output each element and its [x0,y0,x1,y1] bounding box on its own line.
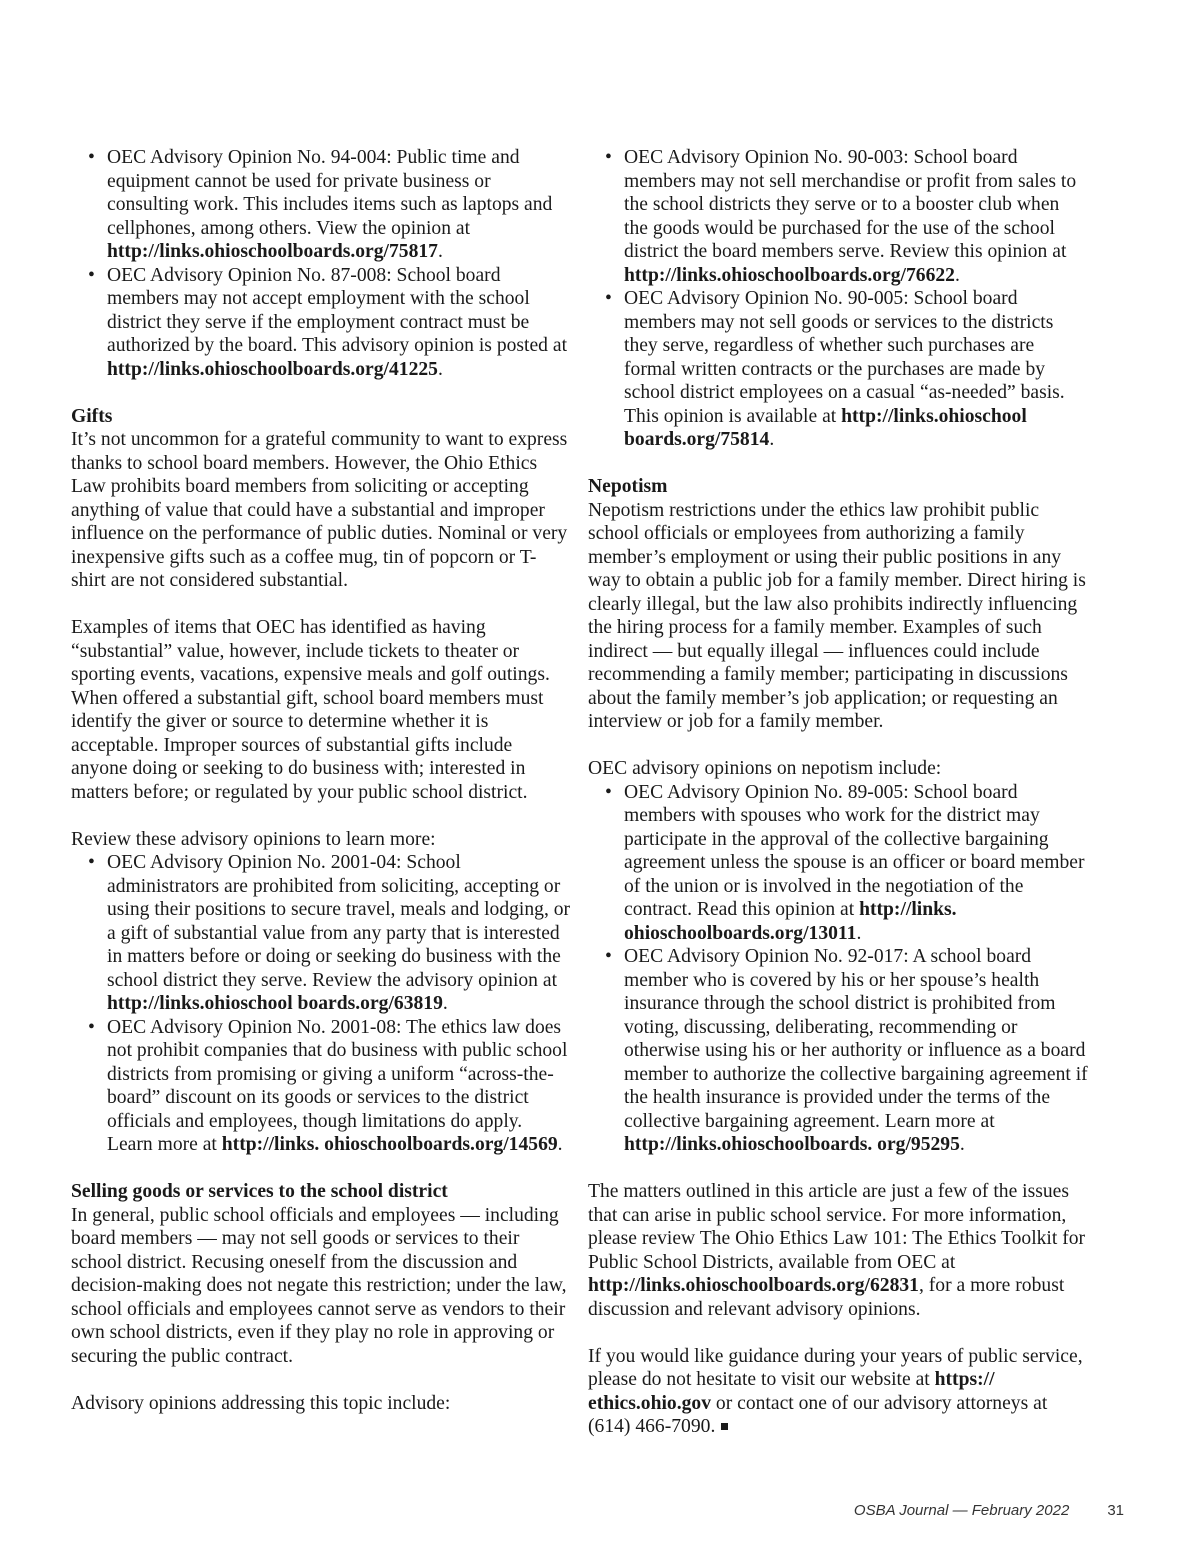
opinions-list-intro [71,146,571,381]
end-of-article-mark [721,1423,728,1430]
right-column [588,146,1088,1439]
gifts-paragraph-1: It’s not uncommon for a grateful community to want to express thanks to school board members. However, the Ohio Ethics Law prohibits board members from soliciting or accepting anything of value that could have a substantial and improper influence on the performance of public duties. Nominal or very inexpensive gifts such as a coffee mug, tin of popcorn or T-shirt are not considered substantial. [71,429,568,591]
nepotism-heading: Nepotism [588,476,668,497]
nepotism-paragraph: Nepotism restrictions under the ethics law prohibit public school officials or employees from authorizing a family member’s employment or using their public positions in any way to obtain a public job for a family member. Direct hiring is clearly illegal, but the law also prohibits indirectly influencing the hiring process for a family member. Examples of such indirect — but equally illegal — influences could include recommending a family member; participating in discussions about the family member’s job application; or requesting an interview or job for a family member. [588,499,1086,732]
gifts-heading: Gifts [71,405,113,427]
closing-paragraph-2: If you would like guidance during your years of public service, please do not hesitate to visit our website at https:// ethics.ohio.gov or contact one of our advisory attorneys at (614) 466-7090. [588,1345,1083,1437]
page-number: 31 [1107,1502,1124,1519]
opinions-list-nepotism [588,781,1088,1157]
opinion-link[interactable]: http://links. ohioschoolboards.org/13011 [624,899,957,944]
review-intro: Review these advisory opinions to learn more: [71,828,436,850]
list-item: • OEC Advisory Opinion No. 89-005: School board members with spouses who work for the district may participate in the approval of the collective bargaining agreement unless the spouse is an officer or board member of the union or is involved in the negotiation of the contract. Read this opinion at http://links. ohioschoolboards.org/13011. [624,781,1088,946]
journal-issue: OSBA Journal — February 2022 [853,1502,1070,1519]
list-item: • OEC Advisory Opinion No. 90-003: School board members may not sell merchandise or profit from sales to the school districts they serve or to a booster club when the goods would be purchased for the use of the school district the board members serve. Review this opinion at http://links.ohioschoolboards.org/76622. [624,146,1088,287]
selling-heading: Selling goods or services to the school district [71,1181,448,1202]
gifts-paragraph-2: Examples of items that OEC has identified as having “substantial” value, however, include tickets to theater or sporting events, vacations, expensive meals and golf outings. When offered a substantial gift, school board members must identify the giver or source to determine whether it is acceptable. Improper sources of substantial gifts include anyone doing or seeking to do business with; interested in matters before; or regulated by your public school district. [71,617,550,803]
list-item: • OEC Advisory Opinion No. 87-008: School board members may not accept employment with the school district they serve if the employment contract must be authorized by the board. This advisory opinion is posted at http://links.ohioschoolboards.org/41225. [107,264,571,382]
list-item: • OEC Advisory Opinion No. 92-017: A school board member who is covered by his or her spouse’s health insurance through the school district is prohibited from voting, discussing, deliberating, recommending or otherwise using his or her authority or influence as a board member to authorize the collective bargaining agreement if the health insurance is provided under the terms of the collective bargaining agreement. Learn more at http://links.ohioschoolboards. org/95295. [624,945,1088,1157]
left-column [71,146,571,1415]
opinion-link[interactable]: http://links.ohioschool boards.org/75814 [624,405,1027,450]
opinions-list-gifts [71,851,571,1157]
nepotism-intro: OEC advisory opinions on nepotism include: [588,758,942,779]
page-footer [854,1502,1124,1519]
list-item: • OEC Advisory Opinion No. 2001-08: The ethics law does not prohibit companies that do business with public school districts from promising or giving a uniform “across-the-board” discount on its goods or services to the district officials and employees, though limitations do apply. Learn more at http://links. ohioschoolboards.org/14569. [107,1016,571,1157]
toolkit-link[interactable]: http://links.ohioschoolboards.org/62831 [588,1275,919,1296]
opinion-link[interactable]: http://links.ohioschoolboards.org/41225 [107,358,438,380]
list-item: • OEC Advisory Opinion No. 2001-04: School administrators are prohibited from soliciting, accepting or using their positions to secure travel, meals and lodging, or a gift of substantial value from any party that is interested in matters before or doing or seeking do business with the school district they serve. Review the advisory opinion at http://links.ohioschool boards.org/63819. [107,851,571,1016]
opinions-list-selling [588,146,1088,452]
opinion-link[interactable]: http://links.ohioschoolboards. org/95295 [624,1134,960,1155]
opinion-link[interactable]: http://links.ohioschool boards.org/63819 [107,993,443,1014]
closing-paragraph-1: The matters outlined in this article are just a few of the issues that can arise in public school service. For more information, please review The Ohio Ethics Law 101: The Ethics Toolkit for Public School Districts, available from OEC at http://links.ohioschoolboards.org/62831, for a more robust discussion and relevant advisory opinions. [588,1181,1086,1320]
opinion-link[interactable]: http://links.ohioschoolboards.org/76622 [624,264,955,286]
opinion-link[interactable]: http://links.ohioschoolboards.org/75817 [107,241,438,262]
selling-paragraph-1: In general, public school officials and employees — including board members — may not sell goods or services to their school district. Recusing oneself from the discussion and decision-making does not negate this restriction; under the law, school officials and employees cannot serve as vendors to their own school districts, even if they play no role in approving or securing the public contract. [71,1204,567,1367]
list-item: • OEC Advisory Opinion No. 94-004: Public time and equipment cannot be used for private business or consulting work. This includes items such as laptops and cellphones, among others. View the opinion at http://links.ohioschoolboards.org/75817. [107,146,571,264]
opinion-link[interactable]: http://links. ohioschoolboards.org/14569 [221,1134,558,1155]
list-item: • OEC Advisory Opinion No. 90-005: School board members may not sell goods or services to the districts they serve, regardless of whether such purchases are formal written contracts or the purchases are made by school district employees on a casual “as-needed” basis. This opinion is available at http://links.ohioschool boards.org/75814. [624,287,1088,452]
website-link[interactable]: https:// ethics.ohio.gov [588,1369,995,1414]
selling-paragraph-2: Advisory opinions addressing this topic include: [71,1392,451,1414]
